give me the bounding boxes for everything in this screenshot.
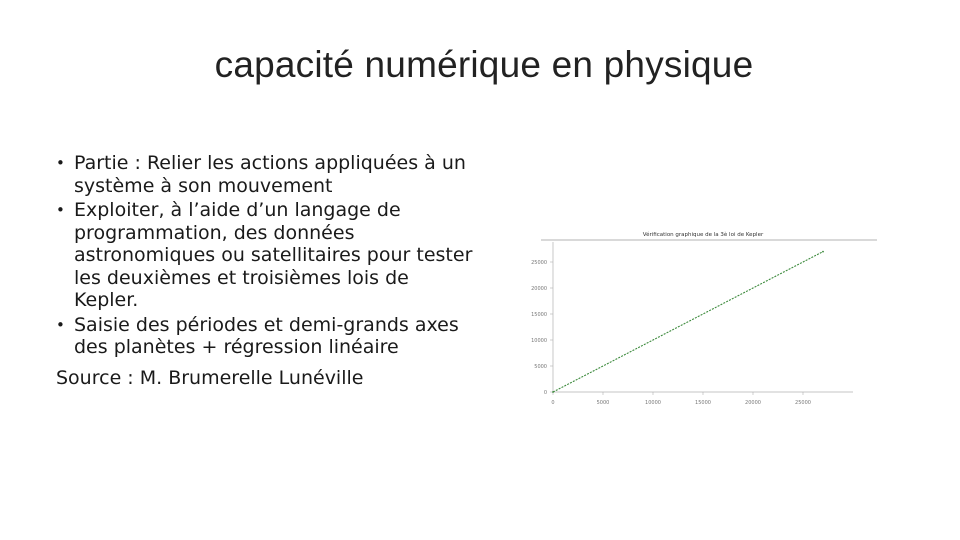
y-tick-label: 15000 [531, 312, 547, 318]
y-tick-label: 20000 [531, 286, 547, 292]
bullet-item: • Saisie des périodes et demi-grands axes des planètes + régression linéaire [56, 314, 476, 359]
data-point [552, 391, 554, 393]
y-tick-label: 0 [543, 390, 547, 396]
bullet-item: • Partie : Relier les actions appliquées à un système à son mouvement [56, 152, 476, 197]
x-tick-label: 0 [551, 400, 555, 406]
x-tick-label: 5000 [596, 400, 610, 406]
y-tick-label: 10000 [531, 338, 547, 344]
y-tick-label: 25000 [531, 260, 547, 266]
bullet-item: • Exploiter, à l’aide d’un langage de programmation, des données astronomiques ou satellitaires pour tester les deuxièmes et troisièmes lois de Kepler. [56, 199, 476, 312]
y-tick-label: 5000 [534, 364, 547, 370]
chart-image [503, 202, 895, 424]
chart-title: Vérification graphique de la 3è loi de Kepler [642, 232, 764, 238]
slide-title: capacité numérique en physique [214, 44, 754, 85]
x-tick-label: 20000 [745, 400, 761, 406]
source-text: Source : M. Brumerelle Lunéville [56, 366, 364, 389]
x-tick-label: 25000 [795, 400, 811, 406]
x-tick-label: 15000 [695, 400, 711, 406]
data-point [822, 251, 824, 253]
bullet-list [56, 152, 476, 408]
x-tick-label: 10000 [645, 400, 661, 406]
kepler-chart [503, 202, 895, 424]
